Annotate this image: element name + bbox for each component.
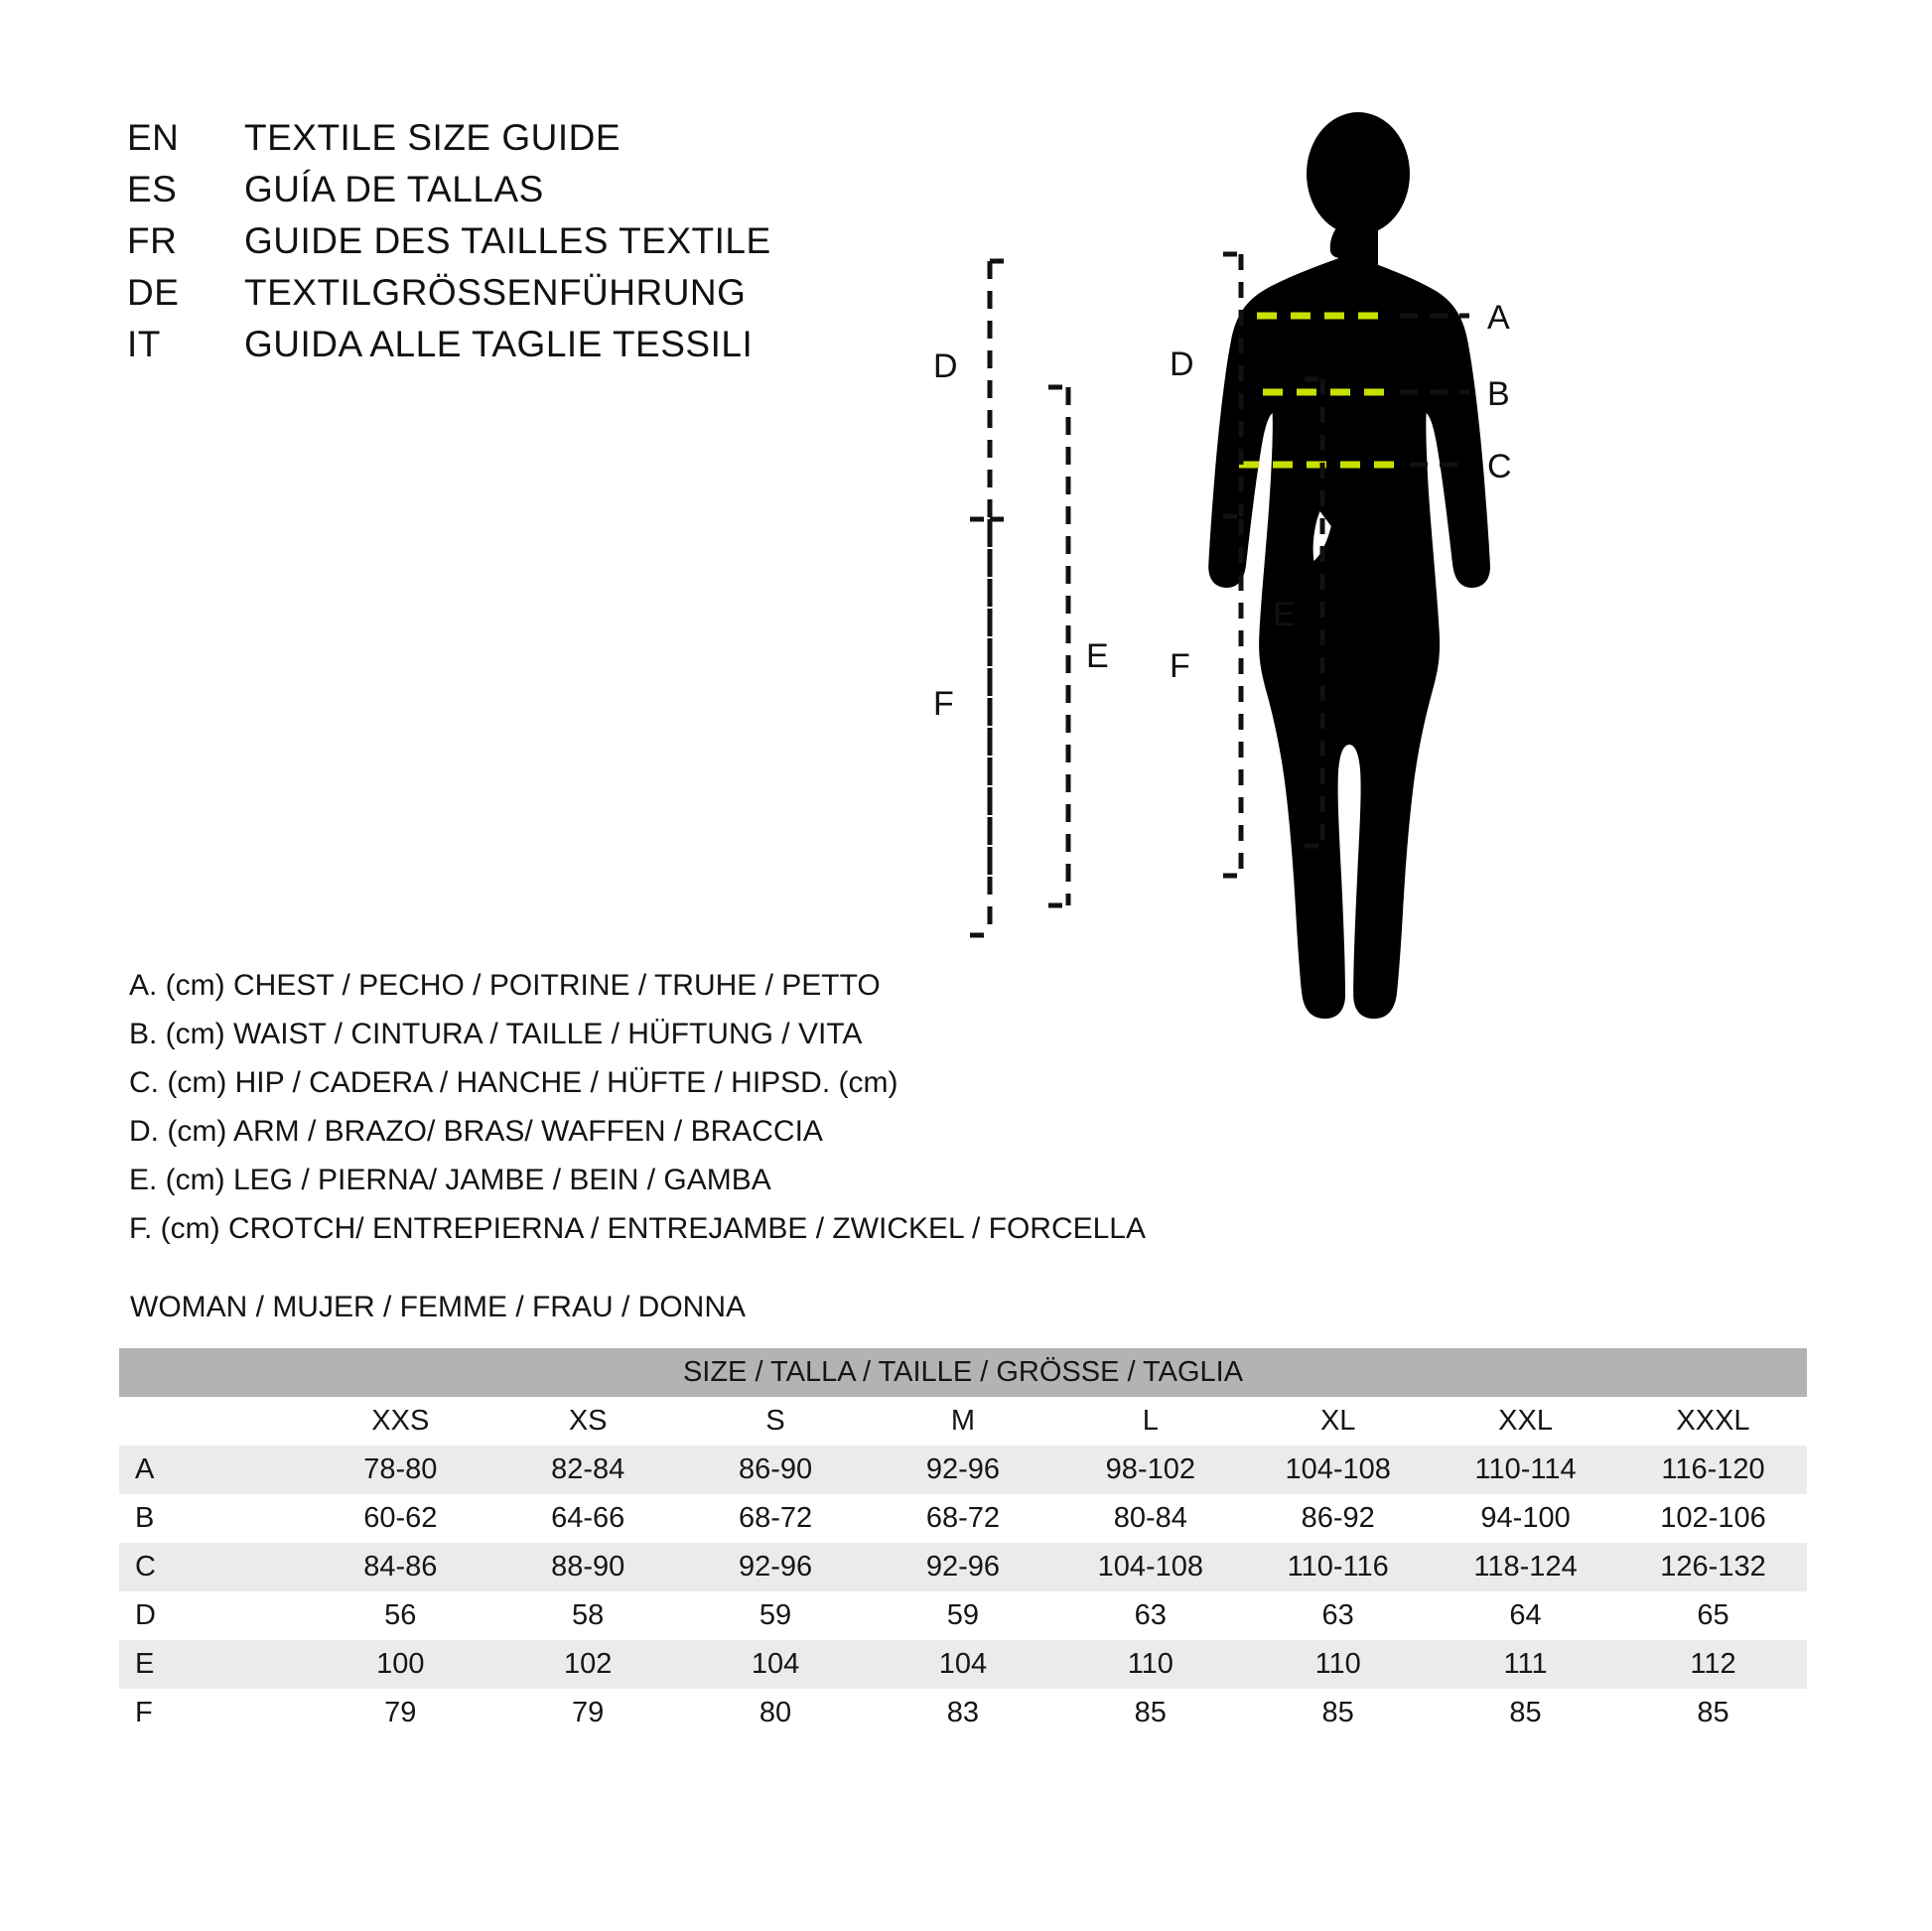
title-row [127,272,771,324]
legend-item-d: D. (cm) ARM / BRAZO/ BRAS/ WAFFEN / BRACCIA [129,1115,823,1148]
legend-item-f: F. (cm) CROTCH/ ENTREPIERNA / ENTREJAMBE / ZWICKEL / FORCELLA [129,1212,1146,1245]
legend-item-c: C. (cm) HIP / CADERA / HANCHE / HÜFTE / HIPSD. (cm) [129,1066,898,1099]
bracket-f-caps [933,519,990,935]
cell-a-xl: 104-108 [1244,1446,1432,1494]
cell-e-xs: 102 [494,1640,682,1689]
table-row [119,1640,1807,1689]
size-col-m: M [870,1397,1057,1446]
cell-b-m: 68-72 [870,1494,1057,1543]
table-row [119,1446,1807,1494]
marker-label-e: E [1086,637,1109,675]
cell-d-m: 59 [870,1591,1057,1640]
cell-a-s: 86-90 [682,1446,870,1494]
table-header-band [119,1348,1807,1397]
cell-d-s: 59 [682,1591,870,1640]
row-label-b: B [119,1494,307,1543]
cell-c-xs: 88-90 [494,1543,682,1591]
cell-f-xl: 85 [1244,1689,1432,1737]
size-col-xxl: XXL [1432,1397,1619,1446]
table-header-band-label: SIZE / TALLA / TAILLE / GRÖSSE / TAGLIA [119,1348,1807,1397]
bracket-e-group [1273,379,1324,846]
cell-a-m: 92-96 [870,1446,1057,1494]
table-row [119,1689,1807,1737]
row-label-e: E [119,1640,307,1689]
size-col-xs: XS [494,1397,682,1446]
size-table [119,1348,1807,1737]
title-text-en: TEXTILE SIZE GUIDE [244,117,621,158]
size-row-corner [119,1397,307,1446]
cell-e-xxl: 111 [1432,1640,1619,1689]
legend-item-b: B. (cm) WAIST / CINTURA / TAILLE / HÜFTUNG / VITA [129,1018,863,1050]
cell-a-xxs: 78-80 [307,1446,494,1494]
row-label-f: F [119,1689,307,1737]
cell-c-s: 92-96 [682,1543,870,1591]
row-label-c: C [119,1543,307,1591]
bracket-d-group [1170,254,1243,516]
cell-e-xxxl: 112 [1619,1640,1807,1689]
cell-a-xxl: 110-114 [1432,1446,1619,1494]
cell-c-xxs: 84-86 [307,1543,494,1591]
cell-a-l: 98-102 [1056,1446,1244,1494]
title-text-fr: GUIDE DES TAILLES TEXTILE [244,220,771,261]
title-row [127,220,771,272]
title-text-it: GUIDA ALLE TAGLIE TESSILI [244,324,754,364]
cell-b-xl: 86-92 [1244,1494,1432,1543]
cell-d-xxs: 56 [307,1591,494,1640]
cell-d-xxxl: 65 [1619,1591,1807,1640]
cell-c-xxl: 118-124 [1432,1543,1619,1591]
table-row [119,1591,1807,1640]
cell-f-l: 85 [1056,1689,1244,1737]
cell-e-l: 110 [1056,1640,1244,1689]
measurement-brackets [1092,228,1350,1181]
bracket-label-d: D [1170,345,1194,383]
bracket-f-group [1170,519,1243,876]
size-col-xxxl: XXXL [1619,1397,1807,1446]
cell-e-s: 104 [682,1640,870,1689]
marker-label-b: B [1487,375,1510,413]
bracket-label-e: E [1273,596,1296,633]
row-label-a: A [119,1446,307,1494]
cell-b-l: 80-84 [1056,1494,1244,1543]
cell-a-xxxl: 116-120 [1619,1446,1807,1494]
cell-c-xxxl: 126-132 [1619,1543,1807,1591]
table-row-sizes [119,1397,1807,1446]
bracket-d [933,261,1011,519]
section-label-woman: WOMAN / MUJER / FEMME / FRAU / DONNA [130,1291,746,1323]
title-text-es: GUÍA DE TALLAS [244,169,544,209]
size-col-l: L [1056,1397,1244,1446]
title-lang-es: ES [127,169,178,209]
cell-b-xxl: 94-100 [1432,1494,1619,1543]
size-table-wrapper [119,1348,1807,1737]
cell-f-xs: 79 [494,1689,682,1737]
cell-b-xxxl: 102-106 [1619,1494,1807,1543]
cell-b-xxs: 60-62 [307,1494,494,1543]
cell-f-xxxl: 85 [1619,1689,1807,1737]
cell-f-xxl: 85 [1432,1689,1619,1737]
bracket-label-f: F [1170,647,1190,685]
table-row [119,1543,1807,1591]
title-row [127,324,771,375]
title-lang-en: EN [127,117,180,158]
marker-label-c: C [1487,448,1512,485]
title-lang-fr: FR [127,220,178,261]
cell-c-m: 92-96 [870,1543,1057,1591]
title-lang-it: IT [127,324,161,364]
cell-d-l: 63 [1056,1591,1244,1640]
cell-f-xxs: 79 [307,1689,494,1737]
measurement-legend [129,961,1146,1253]
cell-d-xs: 58 [494,1591,682,1640]
title-block [127,117,771,375]
row-label-d: D [119,1591,307,1640]
table-row [119,1494,1807,1543]
cell-c-l: 104-108 [1056,1543,1244,1591]
marker-label-a: A [1487,299,1510,337]
title-row [127,117,771,169]
legend-item-a: A. (cm) CHEST / PECHO / POITRINE / TRUHE / PETTO [129,969,881,1002]
cell-b-s: 68-72 [682,1494,870,1543]
title-row [127,169,771,220]
cell-c-xl: 110-116 [1244,1543,1432,1591]
cell-d-xl: 63 [1244,1591,1432,1640]
cell-d-xxl: 64 [1432,1591,1619,1640]
title-text-de: TEXTILGRÖSSENFÜHRUNG [244,272,747,313]
cell-f-s: 80 [682,1689,870,1737]
cell-e-m: 104 [870,1640,1057,1689]
marker-label-f: F [933,685,954,723]
cell-a-xs: 82-84 [494,1446,682,1494]
cell-e-xxs: 100 [307,1640,494,1689]
legend-item-e: E. (cm) LEG / PIERNA/ JAMBE / BEIN / GAMBA [129,1164,771,1196]
cell-b-xs: 64-66 [494,1494,682,1543]
marker-label-d: D [933,347,958,385]
size-col-xxs: XXS [307,1397,494,1446]
cell-e-xl: 110 [1244,1640,1432,1689]
size-col-s: S [682,1397,870,1446]
title-lang-de: DE [127,272,180,313]
size-col-xl: XL [1244,1397,1432,1446]
cell-f-m: 83 [870,1689,1057,1737]
